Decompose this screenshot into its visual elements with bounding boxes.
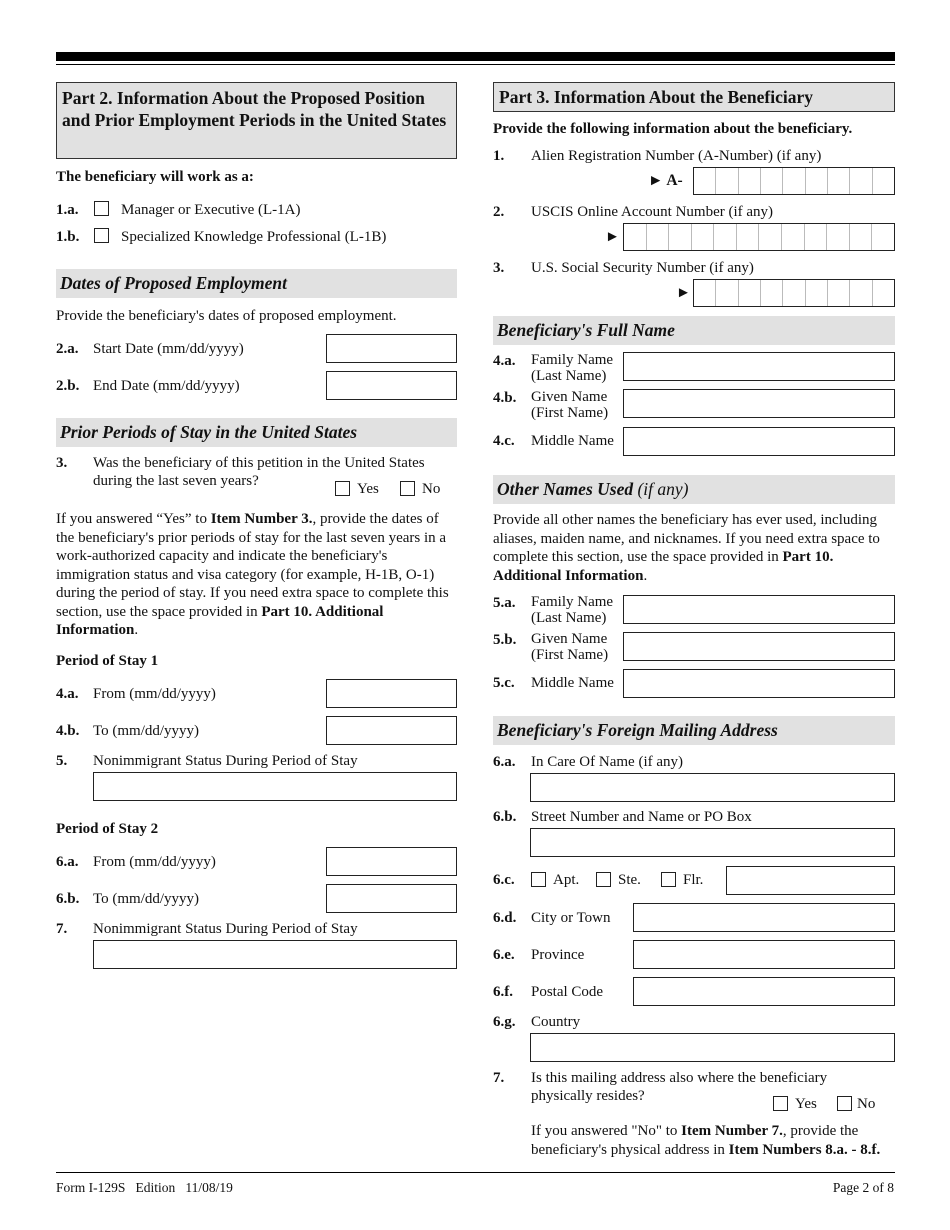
stay1-from-label: From (mm/dd/yyyy) bbox=[93, 686, 216, 702]
p3-q6a-number: 6.a. bbox=[493, 754, 516, 770]
p3-q6g-number: 6.g. bbox=[493, 1014, 516, 1030]
stay1-from-input[interactable] bbox=[326, 679, 457, 708]
end-date-input[interactable] bbox=[326, 371, 457, 400]
specialized-knowledge-label: Specialized Knowledge Professional (L-1B) bbox=[121, 229, 387, 245]
city-label: City or Town bbox=[531, 910, 611, 926]
stay2-to-label: To (mm/dd/yyyy) bbox=[93, 891, 200, 907]
apt-checkbox[interactable] bbox=[531, 872, 546, 887]
q3-no-checkbox[interactable] bbox=[400, 481, 415, 496]
other-family-name-input[interactable] bbox=[623, 595, 895, 624]
p3-q6b-row bbox=[493, 808, 895, 828]
q7-row bbox=[56, 920, 457, 940]
p3-q6e-number: 6.e. bbox=[493, 947, 515, 963]
stay1-status-input[interactable] bbox=[93, 772, 457, 801]
uscis-account-prefix: ► bbox=[605, 229, 620, 245]
stay2-to-input[interactable] bbox=[326, 884, 457, 913]
work-as-label: The beneficiary will work as a: bbox=[56, 169, 254, 185]
p3-q6f-number: 6.f. bbox=[493, 984, 513, 1000]
resides-question: Is this mailing address also where the beneficiary physically resides? bbox=[531, 1070, 828, 1104]
q6a-number: 6.a. bbox=[56, 854, 79, 870]
q4b-number: 4.b. bbox=[56, 723, 80, 739]
ste-label: Ste. bbox=[618, 872, 641, 888]
street-input[interactable] bbox=[530, 828, 895, 857]
p3-q5b-number: 5.b. bbox=[493, 632, 517, 648]
q1b-row bbox=[56, 228, 457, 248]
stay1-status-label: Nonimmigrant Status During Period of Stay bbox=[93, 753, 358, 769]
q5-row bbox=[56, 752, 457, 772]
q2b-number: 2.b. bbox=[56, 378, 80, 394]
stay2-status-label: Nonimmigrant Status During Period of Stay bbox=[93, 921, 358, 937]
dates-header: Dates of Proposed Employment bbox=[56, 269, 457, 298]
q1b-number: 1.b. bbox=[56, 229, 80, 245]
manager-label: Manager or Executive (L-1A) bbox=[121, 202, 301, 218]
given-name-label: Given Name (First Name) bbox=[531, 389, 609, 421]
stay2-title: Period of Stay 2 bbox=[56, 821, 159, 837]
apt-label: Apt. bbox=[553, 872, 580, 888]
stay2-status-input[interactable] bbox=[93, 940, 457, 969]
q1-row bbox=[493, 147, 895, 167]
start-date-input[interactable] bbox=[326, 334, 457, 363]
p3-q7-number: 7. bbox=[493, 1070, 505, 1086]
uscis-account-label: USCIS Online Account Number (if any) bbox=[531, 204, 774, 220]
other-given-name-label: Given Name (First Name) bbox=[531, 631, 609, 663]
resides-yes-label: Yes bbox=[795, 1096, 817, 1112]
province-label: Province bbox=[531, 947, 585, 963]
city-input[interactable] bbox=[633, 903, 895, 932]
p3-q3-number: 3. bbox=[493, 260, 505, 276]
stay2-from-input[interactable] bbox=[326, 847, 457, 876]
flr-checkbox[interactable] bbox=[661, 872, 676, 887]
q3-no-label: No bbox=[422, 481, 441, 497]
q4a-number: 4.a. bbox=[56, 686, 79, 702]
p3-q6a-row bbox=[493, 753, 895, 773]
q6b-number: 6.b. bbox=[56, 891, 80, 907]
unit-number-input[interactable] bbox=[726, 866, 895, 895]
end-date-label: End Date (mm/dd/yyyy) bbox=[93, 378, 240, 394]
uscis-account-input[interactable] bbox=[623, 223, 895, 251]
other-middle-name-label: Middle Name bbox=[531, 675, 614, 691]
stay1-to-label: To (mm/dd/yyyy) bbox=[93, 723, 200, 739]
ssn-input[interactable] bbox=[693, 279, 895, 307]
p3-q5c-number: 5.c. bbox=[493, 675, 515, 691]
ssn-prefix: ► bbox=[676, 285, 691, 301]
resides-yes-checkbox[interactable] bbox=[773, 1096, 788, 1111]
other-middle-name-input[interactable] bbox=[623, 669, 895, 698]
top-thin-rule bbox=[56, 64, 895, 65]
given-name-input[interactable] bbox=[623, 389, 895, 418]
resides-note: If you answered "No" to Item Number 7., provide the beneficiary's physical address in Item Numbers 8.a. - 8.f. bbox=[531, 1123, 881, 1158]
part2-title: Part 2. Information About the Proposed Position and Prior Employment Periods in the United States bbox=[56, 82, 457, 159]
top-rule bbox=[56, 52, 895, 61]
footer-rule bbox=[56, 1172, 895, 1173]
foreign-address-header: Beneficiary's Foreign Mailing Address bbox=[493, 716, 895, 745]
q3-number: 3. bbox=[56, 455, 68, 471]
other-names-header: Other Names Used (if any) bbox=[493, 475, 895, 504]
flr-label: Flr. bbox=[683, 872, 704, 888]
a-number-input[interactable] bbox=[693, 167, 895, 195]
country-label: Country bbox=[531, 1014, 581, 1030]
other-family-name-label: Family Name (Last Name) bbox=[531, 594, 614, 626]
q1a-row bbox=[56, 201, 457, 221]
stay1-title: Period of Stay 1 bbox=[56, 653, 159, 669]
p3-q6b-number: 6.b. bbox=[493, 809, 517, 825]
stay1-to-input[interactable] bbox=[326, 716, 457, 745]
start-date-label: Start Date (mm/dd/yyyy) bbox=[93, 341, 244, 357]
p3-q1-number: 1. bbox=[493, 148, 505, 164]
care-of-label: In Care Of Name (if any) bbox=[531, 754, 684, 770]
q5-number: 5. bbox=[56, 753, 68, 769]
p3-q5a-number: 5.a. bbox=[493, 595, 516, 611]
p3-q6c-number: 6.c. bbox=[493, 872, 515, 888]
stay2-from-label: From (mm/dd/yyyy) bbox=[93, 854, 216, 870]
part3-column bbox=[493, 82, 895, 1158]
ssn-label: U.S. Social Security Number (if any) bbox=[531, 260, 754, 276]
full-name-header: Beneficiary's Full Name bbox=[493, 316, 895, 345]
family-name-input[interactable] bbox=[623, 352, 895, 381]
q1a-number: 1.a. bbox=[56, 202, 79, 218]
p3-q4a-number: 4.a. bbox=[493, 353, 516, 369]
q2a-number: 2.a. bbox=[56, 341, 79, 357]
postal-code-label: Postal Code bbox=[531, 984, 604, 1000]
p3-q6g-row bbox=[493, 1013, 895, 1033]
a-number-prefix: ► A- bbox=[648, 172, 683, 189]
specialized-knowledge-checkbox[interactable] bbox=[94, 228, 109, 243]
family-name-label: Family Name (Last Name) bbox=[531, 352, 614, 384]
q2-row bbox=[493, 203, 895, 223]
q3-question: Was the beneficiary of this petition in the United States during the last seven years? bbox=[93, 455, 425, 489]
part3-intro: Provide the following information about the beneficiary. bbox=[493, 121, 853, 137]
postal-code-input[interactable] bbox=[633, 977, 895, 1006]
p3-q7-row bbox=[493, 1069, 895, 1109]
part3-title: Part 3. Information About the Beneficiary bbox=[493, 82, 895, 112]
q3-yes-label: Yes bbox=[357, 481, 379, 497]
q3-row bbox=[493, 259, 895, 279]
prior-periods-header: Prior Periods of Stay in the United States bbox=[56, 418, 457, 447]
manager-checkbox[interactable] bbox=[94, 201, 109, 216]
p3-q4c-number: 4.c. bbox=[493, 433, 515, 449]
dates-intro: Provide the beneficiary's dates of proposed employment. bbox=[56, 308, 397, 324]
q7-number: 7. bbox=[56, 921, 68, 937]
resides-no-label: No bbox=[857, 1096, 876, 1112]
prior-periods-instructions: If you answered “Yes” to Item Number 3., provide the dates of the beneficiary's prior periods of stay for the last seven years in a work-authorized capacity and indicate the beneficiary's immigration status and visa category (for example, H-1B, O-1) during the period of stay. If you need extra space to complete this section, use the space provided in Part 10. Additional Information. bbox=[56, 511, 449, 638]
p3-q2-number: 2. bbox=[493, 204, 505, 220]
care-of-input[interactable] bbox=[530, 773, 895, 802]
a-number-label: Alien Registration Number (A-Number) (if any) bbox=[531, 148, 822, 164]
middle-name-label: Middle Name bbox=[531, 433, 614, 449]
country-input[interactable] bbox=[530, 1033, 895, 1062]
q3-yes-checkbox[interactable] bbox=[335, 481, 350, 496]
part2-column bbox=[56, 82, 457, 937]
ste-checkbox[interactable] bbox=[596, 872, 611, 887]
province-input[interactable] bbox=[633, 940, 895, 969]
q3-row bbox=[56, 454, 457, 494]
p3-q4b-number: 4.b. bbox=[493, 390, 517, 406]
page-number: Page 2 of 8 bbox=[832, 1180, 894, 1195]
other-given-name-input[interactable] bbox=[623, 632, 895, 661]
other-names-instructions: Provide all other names the beneficiary has ever used, including aliases, maiden name, and nicknames. If you need extra space to complete this section, use the space provided in Part 10. Additional Information. bbox=[493, 512, 880, 584]
resides-no-checkbox[interactable] bbox=[837, 1096, 852, 1111]
form-edition: Form I-129S Edition 11/08/19 bbox=[56, 1180, 233, 1195]
p3-q6d-number: 6.d. bbox=[493, 910, 517, 926]
middle-name-input[interactable] bbox=[623, 427, 895, 456]
street-label: Street Number and Name or PO Box bbox=[531, 809, 752, 825]
